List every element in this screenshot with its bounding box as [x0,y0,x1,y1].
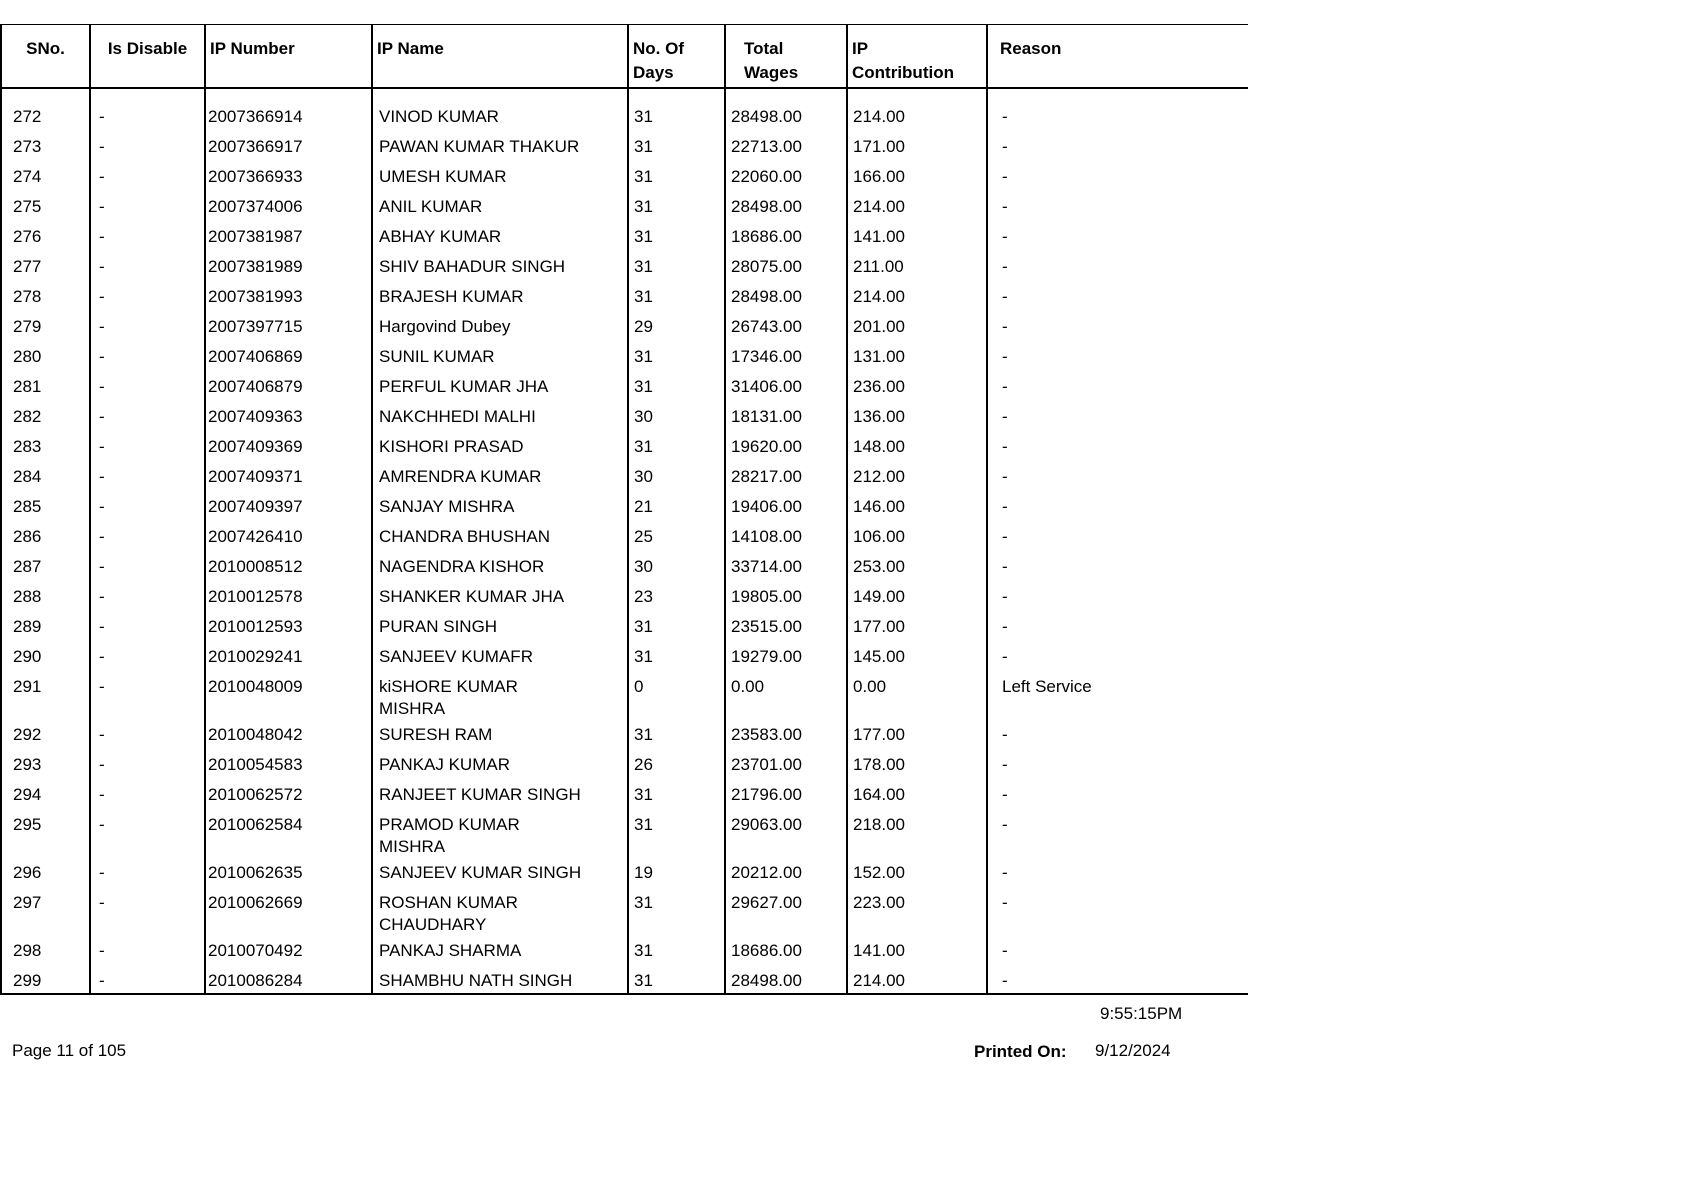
cell-ip-number: 2007366933 [205,162,372,192]
cell-ip-name: kiSHORE KUMAR MISHRA [372,672,628,720]
cell-reason: - [987,888,1248,936]
cell-is-disable: - [90,642,205,672]
cell-ip-name: KISHORI PRASAD [372,432,628,462]
cell-sno: 278 [1,282,90,312]
cell-reason: - [987,312,1248,342]
cell-total-wages: 22713.00 [725,132,847,162]
cell-total-wages: 20212.00 [725,858,847,888]
cell-ip-number: 2010070492 [205,936,372,966]
cell-days: 31 [628,810,725,858]
cell-ip-number: 2010062584 [205,810,372,858]
table-row [1,780,1248,810]
cell-ip-name: NAKCHHEDI MALHI [372,402,628,432]
cell-sno: 277 [1,252,90,282]
cell-ip-number: 2010054583 [205,750,372,780]
cell-sno: 298 [1,936,90,966]
table-row [1,888,1248,936]
cell-ip-name: UMESH KUMAR [372,162,628,192]
cell-days: 31 [628,222,725,252]
table-row [1,402,1248,432]
cell-ip-contribution: 211.00 [847,252,987,282]
table-body [1,88,1248,994]
cell-total-wages: 23515.00 [725,612,847,642]
cell-ip-number: 2010048042 [205,720,372,750]
cell-ip-name: CHANDRA BHUSHAN [372,522,628,552]
cell-reason: - [987,522,1248,552]
cell-ip-contribution: 145.00 [847,642,987,672]
header-ip-contribution-line2: Contribution [852,63,954,82]
header-no-of-days [628,25,725,89]
cell-reason: - [987,342,1248,372]
cell-days: 31 [628,720,725,750]
cell-ip-name: NAGENDRA KISHOR [372,552,628,582]
cell-total-wages: 19620.00 [725,432,847,462]
header-reason [987,25,1248,89]
cell-reason: - [987,132,1248,162]
cell-is-disable: - [90,252,205,282]
cell-total-wages: 22060.00 [725,162,847,192]
cell-days: 0 [628,672,725,720]
header-total-wages-line1: Total [744,39,784,58]
cell-sno: 283 [1,432,90,462]
cell-is-disable: - [90,222,205,252]
cell-sno: 285 [1,492,90,522]
cell-days: 31 [628,132,725,162]
cell-is-disable: - [90,672,205,720]
header-is-disable-label: Is Disable [107,39,188,58]
cell-reason: - [987,282,1248,312]
cell-days: 31 [628,192,725,222]
table-row [1,162,1248,192]
cell-is-disable: - [90,192,205,222]
cell-ip-number: 2010048009 [205,672,372,720]
printed-on-label: Printed On: [974,1042,1067,1061]
cell-is-disable: - [90,102,205,132]
cell-sno: 275 [1,192,90,222]
cell-ip-name: SURESH RAM [372,720,628,750]
header-reason-label: Reason [1000,39,1062,58]
table-row [1,372,1248,402]
cell-ip-name: SANJEEV KUMAFR [372,642,628,672]
cell-days: 31 [628,936,725,966]
cell-ip-number: 2007409369 [205,432,372,462]
cell-days: 26 [628,750,725,780]
cell-total-wages: 28498.00 [725,102,847,132]
cell-is-disable: - [90,582,205,612]
cell-total-wages: 14108.00 [725,522,847,552]
cell-reason: - [987,642,1248,672]
cell-sno: 274 [1,162,90,192]
cell-is-disable: - [90,720,205,750]
table-row [1,222,1248,252]
cell-sno: 299 [1,966,90,994]
cell-ip-name: ANIL KUMAR [372,192,628,222]
table-row [1,492,1248,522]
cell-ip-name: PURAN SINGH [372,612,628,642]
cell-ip-number: 2007409363 [205,402,372,432]
cell-days: 31 [628,252,725,282]
cell-ip-name: ROSHAN KUMAR CHAUDHARY [372,888,628,936]
cell-reason: - [987,966,1248,994]
header-no-of-days-line2: Days [633,63,674,82]
table-row [1,966,1248,994]
header-row [1,25,1248,89]
header-ip-contribution-line1: IP [852,39,869,58]
cell-reason: - [987,402,1248,432]
cell-sno: 273 [1,132,90,162]
cell-sno: 286 [1,522,90,552]
cell-ip-contribution: 214.00 [847,966,987,994]
cell-ip-number: 2010012593 [205,612,372,642]
header-total-wages-line2: Wages [744,63,799,82]
cell-sno: 294 [1,780,90,810]
cell-is-disable: - [90,522,205,552]
cell-ip-contribution: 136.00 [847,402,987,432]
header-ip-number [205,25,372,89]
cell-is-disable: - [90,858,205,888]
cell-ip-contribution: 149.00 [847,582,987,612]
cell-sno: 289 [1,612,90,642]
cell-is-disable: - [90,936,205,966]
cell-reason: - [987,492,1248,522]
cell-ip-name: VINOD KUMAR [372,102,628,132]
cell-ip-number: 2010086284 [205,966,372,994]
table-row [1,102,1248,132]
cell-ip-contribution: 146.00 [847,492,987,522]
cell-ip-name: Hargovind Dubey [372,312,628,342]
cell-is-disable: - [90,492,205,522]
cell-ip-contribution: 106.00 [847,522,987,552]
cell-ip-contribution: 223.00 [847,888,987,936]
cell-ip-contribution: 148.00 [847,432,987,462]
table-row [1,252,1248,282]
table-row [1,132,1248,162]
cell-reason: - [987,462,1248,492]
cell-ip-contribution: 171.00 [847,132,987,162]
cell-ip-number: 2007426410 [205,522,372,552]
cell-is-disable: - [90,402,205,432]
header-ip-number-label: IP Number [210,39,295,58]
cell-ip-name: PANKAJ SHARMA [372,936,628,966]
cell-total-wages: 0.00 [725,672,847,720]
cell-ip-contribution: 218.00 [847,810,987,858]
cell-ip-contribution: 141.00 [847,936,987,966]
cell-is-disable: - [90,780,205,810]
cell-sno: 288 [1,582,90,612]
cell-sno: 293 [1,750,90,780]
cell-is-disable: - [90,282,205,312]
cell-is-disable: - [90,432,205,462]
cell-days: 19 [628,858,725,888]
cell-is-disable: - [90,342,205,372]
cell-reason: - [987,720,1248,750]
cell-is-disable: - [90,132,205,162]
cell-is-disable: - [90,372,205,402]
table-row [1,342,1248,372]
cell-total-wages: 19406.00 [725,492,847,522]
cell-total-wages: 29627.00 [725,888,847,936]
table-row [1,750,1248,780]
header-is-disable [90,25,205,89]
report-sheet [0,24,1247,995]
cell-days: 31 [628,372,725,402]
cell-days: 31 [628,432,725,462]
cell-ip-number: 2007381987 [205,222,372,252]
header-sno-label: SNo. [26,39,65,58]
cell-sno: 287 [1,552,90,582]
cell-total-wages: 17346.00 [725,342,847,372]
table-row [1,192,1248,222]
header-ip-name-label: IP Name [377,39,444,58]
cell-ip-number: 2007366914 [205,102,372,132]
cell-days: 31 [628,612,725,642]
cell-total-wages: 28217.00 [725,462,847,492]
cell-sno: 284 [1,462,90,492]
cell-reason: - [987,372,1248,402]
cell-total-wages: 19279.00 [725,642,847,672]
cell-days: 31 [628,888,725,936]
cell-sno: 282 [1,402,90,432]
cell-reason: - [987,612,1248,642]
cell-ip-number: 2007374006 [205,192,372,222]
cell-ip-number: 2010062572 [205,780,372,810]
cell-days: 31 [628,966,725,994]
cell-sno: 296 [1,858,90,888]
cell-ip-name: SANJAY MISHRA [372,492,628,522]
cell-days: 30 [628,552,725,582]
cell-ip-contribution: 152.00 [847,858,987,888]
cell-ip-contribution: 164.00 [847,780,987,810]
cell-is-disable: - [90,552,205,582]
table-row [1,642,1248,672]
cell-sno: 291 [1,672,90,720]
cell-ip-name: SHAMBHU NATH SINGH [372,966,628,994]
table-row [1,858,1248,888]
cell-ip-contribution: 212.00 [847,462,987,492]
cell-ip-contribution: 131.00 [847,342,987,372]
cell-reason: - [987,162,1248,192]
table-row [1,672,1248,720]
cell-sno: 272 [1,102,90,132]
cell-ip-contribution: 141.00 [847,222,987,252]
header-no-of-days-line1: No. Of [633,39,684,58]
cell-total-wages: 28498.00 [725,282,847,312]
cell-days: 31 [628,282,725,312]
cell-ip-number: 2010008512 [205,552,372,582]
table-row [1,312,1248,342]
cell-is-disable: - [90,162,205,192]
table-row [1,612,1248,642]
cell-ip-contribution: 166.00 [847,162,987,192]
cell-is-disable: - [90,462,205,492]
cell-ip-name: SUNIL KUMAR [372,342,628,372]
cell-is-disable: - [90,312,205,342]
cell-ip-contribution: 201.00 [847,312,987,342]
cell-total-wages: 28498.00 [725,192,847,222]
cell-days: 23 [628,582,725,612]
cell-reason: Left Service [987,672,1248,720]
cell-ip-name: PANKAJ KUMAR [372,750,628,780]
cell-ip-number: 2007366917 [205,132,372,162]
cell-reason: - [987,750,1248,780]
cell-ip-name: BRAJESH KUMAR [372,282,628,312]
cell-ip-name: SANJEEV KUMAR SINGH [372,858,628,888]
cell-sno: 276 [1,222,90,252]
cell-ip-number: 2007381989 [205,252,372,282]
cell-sno: 279 [1,312,90,342]
cell-days: 31 [628,102,725,132]
cell-total-wages: 29063.00 [725,810,847,858]
table-row [1,582,1248,612]
cell-reason: - [987,552,1248,582]
cell-total-wages: 19805.00 [725,582,847,612]
header-spacer-row [1,88,1248,102]
cell-reason: - [987,936,1248,966]
cell-ip-number: 2010062635 [205,858,372,888]
cell-total-wages: 23583.00 [725,720,847,750]
cell-ip-contribution: 214.00 [847,282,987,312]
table-row [1,936,1248,966]
cell-ip-contribution: 214.00 [847,192,987,222]
table-row [1,432,1248,462]
cell-days: 30 [628,402,725,432]
cell-ip-name: PERFUL KUMAR JHA [372,372,628,402]
cell-ip-name: RANJEET KUMAR SINGH [372,780,628,810]
cell-reason: - [987,858,1248,888]
cell-days: 21 [628,492,725,522]
table-row [1,522,1248,552]
header-total-wages [725,25,847,89]
cell-sno: 290 [1,642,90,672]
cell-reason: - [987,780,1248,810]
cell-days: 31 [628,162,725,192]
cell-ip-name: SHANKER KUMAR JHA [372,582,628,612]
header-ip-name [372,25,628,89]
cell-total-wages: 18686.00 [725,936,847,966]
cell-reason: - [987,102,1248,132]
cell-days: 31 [628,342,725,372]
cell-reason: - [987,582,1248,612]
cell-sno: 295 [1,810,90,858]
cell-sno: 280 [1,342,90,372]
cell-ip-contribution: 178.00 [847,750,987,780]
cell-total-wages: 33714.00 [725,552,847,582]
cell-ip-name: ABHAY KUMAR [372,222,628,252]
cell-ip-name: PAWAN KUMAR THAKUR [372,132,628,162]
cell-ip-number: 2007397715 [205,312,372,342]
cell-ip-number: 2007406869 [205,342,372,372]
cell-ip-contribution: 236.00 [847,372,987,402]
cell-ip-contribution: 253.00 [847,552,987,582]
cell-days: 31 [628,642,725,672]
cell-ip-contribution: 177.00 [847,720,987,750]
cell-reason: - [987,222,1248,252]
contribution-table [0,24,1248,995]
cell-total-wages: 18686.00 [725,222,847,252]
table-row [1,810,1248,858]
cell-ip-number: 2010029241 [205,642,372,672]
cell-is-disable: - [90,888,205,936]
cell-days: 25 [628,522,725,552]
cell-is-disable: - [90,612,205,642]
cell-reason: - [987,192,1248,222]
table-row [1,462,1248,492]
cell-ip-name: PRAMOD KUMAR MISHRA [372,810,628,858]
cell-days: 31 [628,780,725,810]
print-time: 9:55:15PM [1100,1004,1183,1023]
cell-ip-number: 2010012578 [205,582,372,612]
cell-sno: 292 [1,720,90,750]
page-indicator: Page 11 of 105 [12,1041,127,1060]
table-row [1,720,1248,750]
cell-ip-contribution: 214.00 [847,102,987,132]
cell-total-wages: 26743.00 [725,312,847,342]
cell-days: 30 [628,462,725,492]
cell-ip-number: 2007381993 [205,282,372,312]
printed-on-date: 9/12/2024 [1095,1041,1171,1060]
cell-ip-number: 2010062669 [205,888,372,936]
cell-is-disable: - [90,750,205,780]
cell-ip-number: 2007409397 [205,492,372,522]
cell-total-wages: 23701.00 [725,750,847,780]
cell-reason: - [987,810,1248,858]
cell-ip-contribution: 177.00 [847,612,987,642]
cell-is-disable: - [90,966,205,994]
cell-ip-number: 2007406879 [205,372,372,402]
table-header [1,25,1248,89]
cell-ip-number: 2007409371 [205,462,372,492]
cell-sno: 297 [1,888,90,936]
cell-total-wages: 28075.00 [725,252,847,282]
cell-ip-contribution: 0.00 [847,672,987,720]
cell-ip-name: AMRENDRA KUMAR [372,462,628,492]
cell-total-wages: 21796.00 [725,780,847,810]
table-row [1,282,1248,312]
cell-total-wages: 31406.00 [725,372,847,402]
header-ip-contribution [847,25,987,89]
table-row [1,552,1248,582]
cell-total-wages: 18131.00 [725,402,847,432]
header-sno [1,25,90,89]
cell-reason: - [987,252,1248,282]
cell-total-wages: 28498.00 [725,966,847,994]
cell-sno: 281 [1,372,90,402]
cell-days: 29 [628,312,725,342]
cell-is-disable: - [90,810,205,858]
cell-reason: - [987,432,1248,462]
cell-ip-name: SHIV BAHADUR SINGH [372,252,628,282]
